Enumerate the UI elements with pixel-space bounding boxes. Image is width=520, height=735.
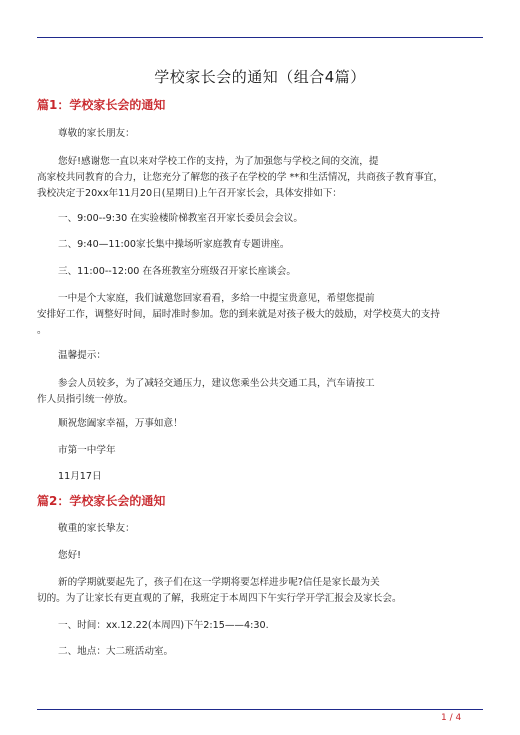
section2-hello: 您好! bbox=[58, 550, 82, 561]
section2-heading: 篇2：学校家长会的通知 bbox=[37, 494, 166, 508]
section2-place: 二、地点：大二班活动室。 bbox=[58, 646, 174, 657]
section1-tip-line2: 作人员指引统一停放。 bbox=[37, 394, 133, 405]
bottom-rule bbox=[37, 709, 483, 710]
section1-greeting: 尊敬的家长朋友： bbox=[58, 128, 135, 139]
page-number: 1 / 4 bbox=[441, 713, 462, 723]
section1-family-line2: 安排好工作，调整好时间，届时准时参加。您的到来就是对孩子极大的鼓励，对学校莫大的支持 bbox=[37, 309, 440, 320]
section1-item2: 二、9:40—11:00家长集中操场听家庭教育专题讲座。 bbox=[58, 239, 290, 250]
section1-intro-line3: 我校决定于20xx年11月20日(星期日)上午召开家长会，具体安排如下： bbox=[37, 188, 342, 199]
document-title: 学校家长会的通知（组合4篇） bbox=[154, 68, 366, 86]
top-rule bbox=[37, 37, 483, 38]
section1-heading: 篇1：学校家长会的通知 bbox=[37, 98, 166, 112]
section2-time: 一、时间：xx.12.22(本周四)下午2:15——4:30. bbox=[58, 620, 269, 631]
section2-greeting: 敬重的家长挚友： bbox=[58, 523, 135, 534]
section1-tip-line1: 参会人员较多，为了减轻交通压力，建议您乘坐公共交通工具，汽车请按工 bbox=[58, 378, 375, 389]
section1-intro-line1: 您好!感谢您一直以来对学校工作的支持，为了加强您与学校之间的交流，提 bbox=[58, 156, 379, 167]
section1-item3: 三、11:00--12:00 在各班教室分班级召开家长座谈会。 bbox=[58, 266, 296, 277]
section1-wish: 顺祝您阖家幸福，万事如意！ bbox=[58, 418, 183, 429]
section1-tip-label: 温馨提示： bbox=[58, 350, 106, 361]
section1-family-line1: 一中是个大家庭，我们诚邀您回家看看，多给一中提宝贵意见，希望您提前 bbox=[58, 293, 375, 304]
section1-intro-line2: 高家校共同教育的合力，让您充分了解您的孩子在学校的学 **和生活情况，共商孩子教育事宜， bbox=[37, 172, 443, 183]
section2-body-line2: 切的。为了让家长有更直观的了解，我班定于本周四下午实行学开学汇报会及家长会。 bbox=[37, 593, 402, 604]
section1-date: 11月17日 bbox=[58, 471, 102, 482]
section2-body-line1: 新的学期就要起先了，孩子们在这一学期将要怎样进步呢?信任是家长最为关 bbox=[58, 577, 380, 588]
section1-signature: 市第一中学年 bbox=[58, 445, 116, 456]
section1-item1: 一、9:00--9:30 在实验楼阶梯教室召开家长委员会会议。 bbox=[58, 213, 303, 224]
section1-family-line3: 。 bbox=[37, 325, 47, 336]
